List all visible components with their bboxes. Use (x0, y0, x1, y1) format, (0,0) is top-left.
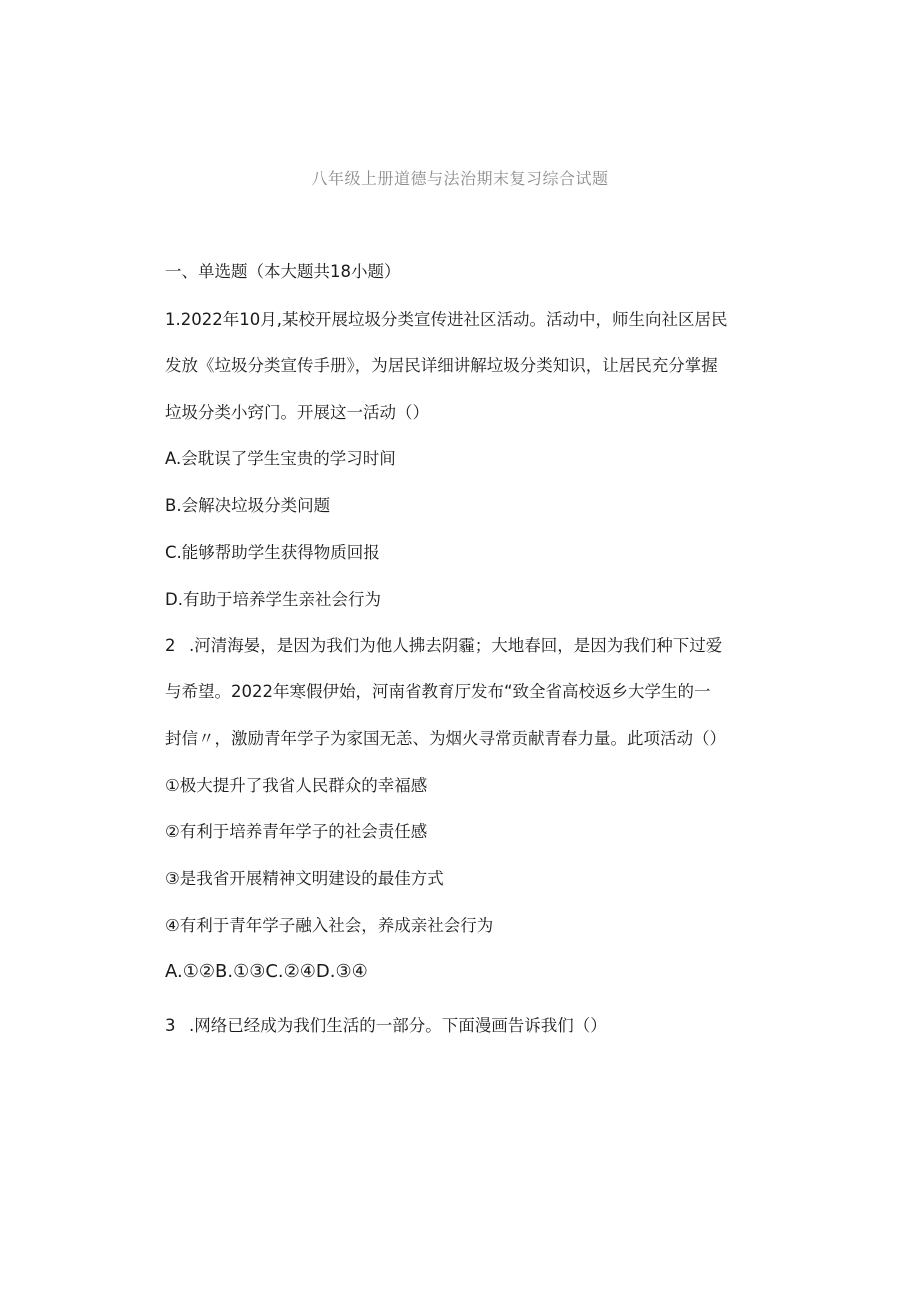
question-1-line-2: 发放《垃圾分类宣传手册》，为居民详细讲解垃圾分类知识，让居民充分掌握 (165, 356, 718, 375)
question-2-statement-2: ②有利于培养青年学子的社会责任感 (165, 822, 428, 841)
question-3-text: .网络已经成为我们生活的一部分。下面漫画告诉我们（） (189, 1016, 607, 1035)
question-2-line-1 (165, 634, 765, 658)
question-2-number: 2 (165, 636, 176, 655)
question-2-text-1: .河清海晏，是因为我们为他人拂去阴霾；大地春回，是因为我们种下过爱 (189, 636, 723, 655)
question-3-line-1 (165, 1014, 765, 1038)
question-1-line-3: 垃圾分类小窍门。开展这一活动（） (165, 403, 429, 422)
question-1-option-c: C.能够帮助学生获得物质回报 (165, 543, 380, 562)
question-2-statement-1: ①极大提升了我省人民群众的幸福感 (165, 776, 428, 795)
section-heading: 一、单选题（本大题共18小题） (165, 262, 401, 281)
question-1-option-d: D.有助于培养学生亲社会行为 (165, 590, 381, 609)
question-2-line-2: 与希望。2022年寒假伊始，河南省教育厅发布“致全省高校返乡大学生的一 (165, 682, 711, 701)
document-title: 八年级上册道德与法治期末复习综合试题 (311, 169, 609, 188)
question-2-statement-3: ③是我省开展精神文明建设的最佳方式 (165, 869, 444, 888)
question-1-option-b: B.会解决垃圾分类问题 (165, 496, 331, 515)
question-1-line-1: 1.2022年10月,某校开展垃圾分类宣传进社区活动。活动中，师生向社区居民 (165, 310, 728, 329)
question-1-option-a: A.会耽误了学生宝贵的学习时间 (165, 449, 396, 468)
question-2-answer-options: A.①②B.①③C.②④D.③④ (165, 961, 368, 982)
question-2-line-3: 封信〃，激励青年学子为家国无恙、为烟火寻常贡献青春力量。此项活动（） (165, 729, 726, 748)
question-3-number: 3 (165, 1016, 176, 1035)
question-2-statement-4: ④有利于青年学子融入社会，养成亲社会行为 (165, 916, 494, 935)
